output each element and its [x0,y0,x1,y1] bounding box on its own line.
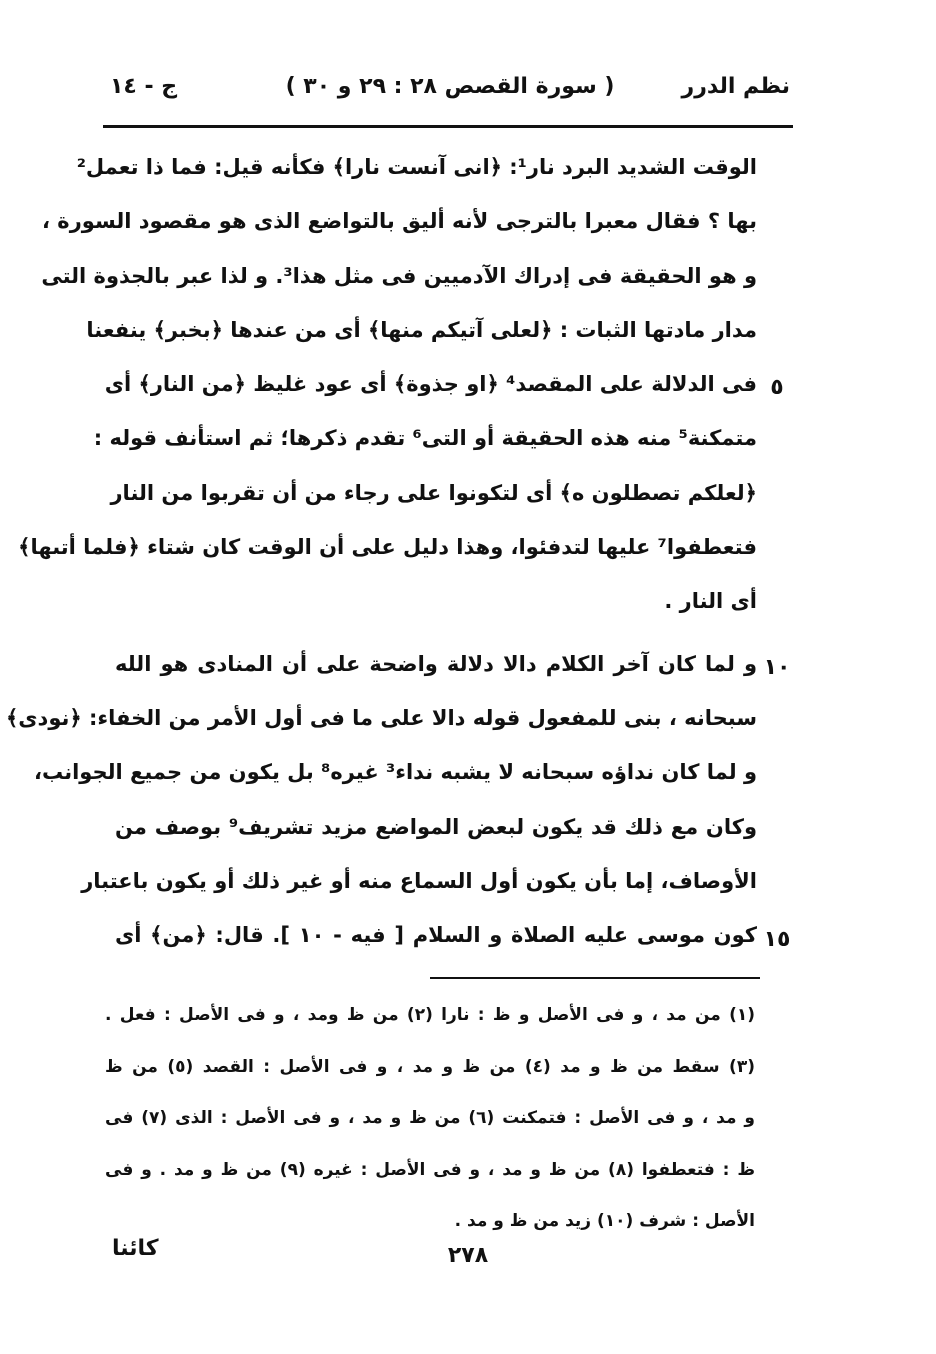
footnote-line: الأصل : شرف (١٠) زيد من ظ و مد . [454,1211,755,1231]
text-line: فتعطفوا⁷ عليها لتدفئوا، وهذا دليل على أن الوقت كان شتاء ﴿فلما أتىها﴾ [18,535,757,560]
text-line: بها ؟ فقال معبرا بالترجى لأنه أليق بالتواضع الذى هو مقصود السورة ، [42,209,757,234]
text-line: الوقت الشديد البرد نار¹: ﴿انى آنست نارا﴾ فكأنه قيل: فما ذا تعمل² [76,155,757,179]
footnote-line: (١) من مد ، و فى الأصل و ظ : نارا (٢) من ظ ومد ، و فى الأصل : فعل . [105,1005,756,1025]
text-line: وكان مع ذلك قد يكون لبعض المواضع مزيد تشريف⁹ بوصف من [115,814,757,839]
catchword: كائنا [112,1236,159,1261]
footnote-line: (٣) سقط من ظ و مد (٤) من ظ و مد ، و فى الأصل : القصد (٥) من ظ [105,1056,755,1077]
header-rule [103,125,793,128]
running-header [110,74,790,114]
footnote-line: و مد ، و فى الأصل : فتمكنت (٦) من ظ و مد ، و فى الأصل : الذى (٧) فى [105,1108,756,1128]
line-number-10: ١٠ [763,655,791,680]
text-line: الأوصاف، إما بأن يكون أول السماع منه أو غير ذلك أو يكون باعتبار [81,868,757,893]
text-line: ﴿لعلكم تصطلون ه﴾ أى لتكونوا على رجاء من أن تقربوا من النار [110,480,757,505]
text-line: و لما كان نداؤه سبحانه لا يشبه نداء³ غيره⁸ بل يكون من جميع الجوانب، [34,760,757,785]
text-line: فى الدلالة على المقصد⁴ ﴿او جذوة﴾ أى عود غليظ ﴿من النار﴾ أى [104,372,757,397]
main-text [6,140,757,962]
text-line: مدار مادتها الثبات : ﴿لعلى آتيكم منها﴾ أى من عندها ﴿بخبر﴾ ينفعنا [86,317,757,342]
part-number: ج - ١٤ [110,74,178,99]
text-line: كون موسى عليه الصلاة و السلام [ فيه - ١٠ ]. قال: ﴿من﴾ أى [115,923,757,948]
page-number: ٢٧٨ [447,1243,489,1268]
text-line: متمكنة⁵ منه هذه الحقيقة أو التى⁶ تقدم ذكرها؛ ثم استأنف قوله : [93,426,757,451]
text-line: و هو الحقيقة فى إدراك الآدميين فى مثل هذا³. و لذا عبر بالجذوة التى [41,263,757,288]
line-number-5: ٥ [770,375,784,400]
surah-reference: ( سورة القصص ٢٨ : ٢٩ و ٣٠ ) [285,74,615,99]
line-number-15: ١٥ [763,927,791,952]
book-title: نظم الدرر [681,74,790,99]
footnotes [105,990,755,1248]
footnote-line: ظ : فتعطفوا (٨) من ظ و مد ، و فى الأصل : غيره (٩) من ظ و مد . و فى [105,1159,755,1180]
text-line: سبحانه ، بنى للمفعول قوله دالا على ما فى أول الأمر من الخفاء: ﴿نودى﴾ [6,705,757,730]
text-line: أى النار . [664,589,757,614]
text-line: و لما كان آخر الكلام دالا دلالة واضحة على أن المنادى هو الله [115,651,757,676]
footnote-rule [430,977,760,979]
